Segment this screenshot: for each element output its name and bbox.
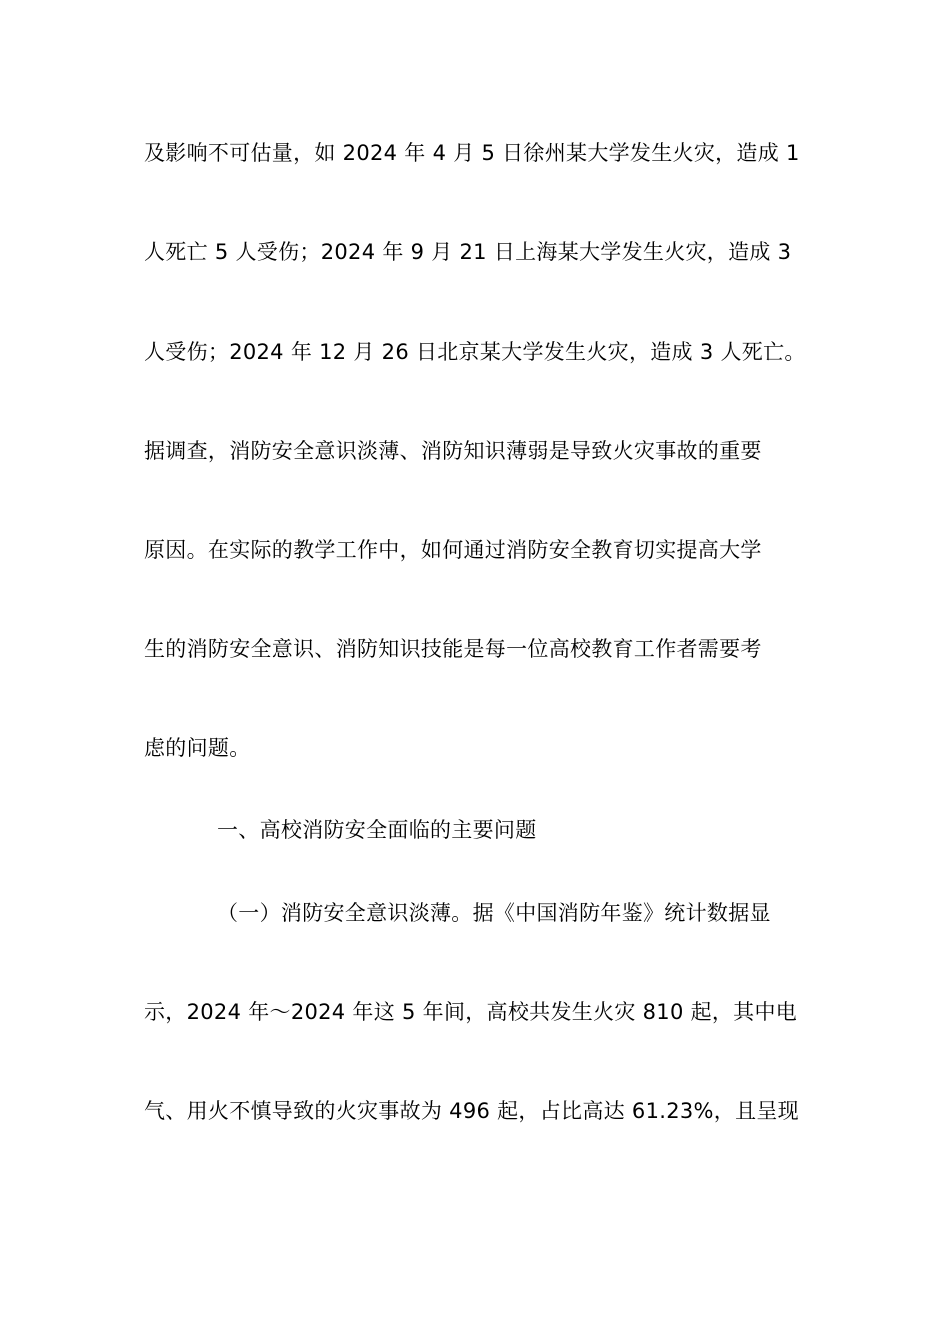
section-heading: 一、高校消防安全面临的主要问题 [217,818,537,842]
paragraph-line: 人受伤；2024 年 12 月 26 日北京某大学发生火灾，造成 3 人死亡。 [144,340,806,364]
subsection-line: 气、用火不慎导致的火灾事故为 496 起，占比高达 61.23%，且呈现 [144,1099,799,1123]
paragraph-line: 据调查，消防安全意识淡薄、消防知识薄弱是导致火灾事故的重要 [144,439,762,463]
paragraph-line: 人死亡 5 人受伤；2024 年 9 月 21 日上海某大学发生火灾，造成 3 [144,240,792,264]
paragraph-line: 虑的问题。 [144,736,251,760]
subsection-line: 示，2024 年～2024 年这 5 年间，高校共发生火灾 810 起，其中电 [144,1000,798,1024]
paragraph-line: 及影响不可估量，如 2024 年 4 月 5 日徐州某大学发生火灾，造成 1 [144,141,800,165]
subsection-line: （一）消防安全意识淡薄。据《中国消防年鉴》统计数据显 [217,901,771,925]
paragraph-line: 生的消防安全意识、消防知识技能是每一位高校教育工作者需要考 [144,637,762,661]
paragraph-line: 原因。在实际的教学工作中，如何通过消防安全教育切实提高大学 [144,538,762,562]
